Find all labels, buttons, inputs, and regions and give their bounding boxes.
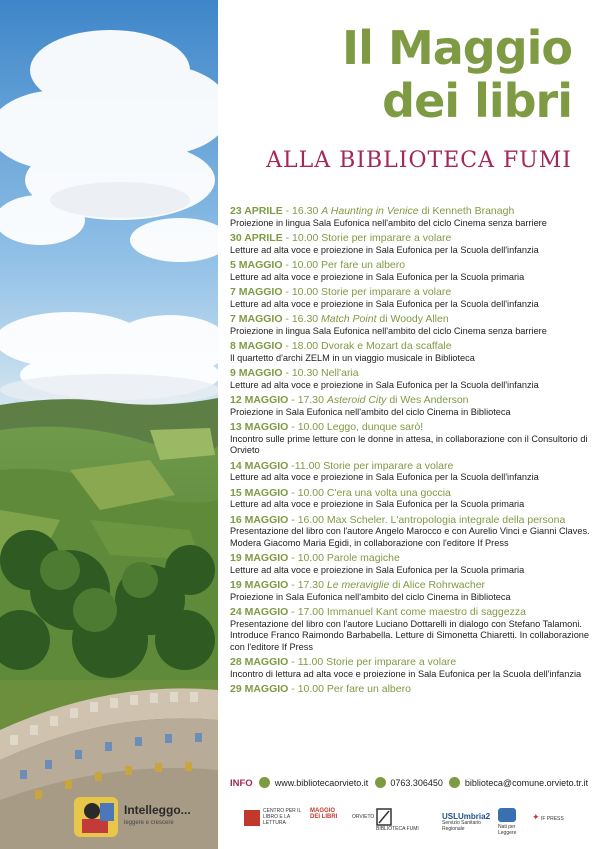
event-description: Letture ad alta voce e proiezione in Sala Eufonica per la Scuola primaria bbox=[230, 499, 525, 509]
event-author: di Kenneth Branagh bbox=[418, 205, 515, 217]
orvieto-logo: ORVIETO bbox=[352, 814, 375, 820]
intelleggo-name: Intelleggo... bbox=[124, 803, 191, 817]
event-item bbox=[230, 684, 592, 696]
event-item bbox=[230, 395, 592, 418]
event-heading bbox=[230, 395, 592, 407]
cepell-logo: CENTRO PER IL LIBRO E LA LETTURA bbox=[244, 808, 304, 838]
maggio-dei-libri-logo: MAGGIO DEI LIBRI bbox=[310, 808, 338, 820]
event-title: A Haunting in Venice bbox=[321, 205, 419, 217]
event-item bbox=[230, 553, 592, 576]
event-item bbox=[230, 260, 592, 283]
event-item bbox=[230, 607, 592, 653]
subtitle: ALLA BIBLIOTECA FUMI bbox=[266, 148, 572, 173]
event-heading bbox=[230, 287, 592, 299]
event-heading bbox=[230, 461, 592, 473]
event-title: Storie per imparare a volare bbox=[321, 232, 452, 244]
if-press-logo: ✦ IF PRESS bbox=[532, 812, 564, 822]
event-time: - 16.30 bbox=[282, 205, 322, 217]
event-item bbox=[230, 488, 592, 511]
event-author: di Woody Allen bbox=[376, 313, 449, 325]
event-heading bbox=[230, 314, 592, 326]
event-time: - 11.00 bbox=[288, 656, 327, 668]
event-date: 13 MAGGIO bbox=[230, 421, 289, 433]
event-item bbox=[230, 206, 592, 229]
event-item bbox=[230, 287, 592, 310]
event-date: 30 APRILE bbox=[230, 232, 283, 244]
event-time: - 10.00 bbox=[288, 552, 327, 564]
event-description: Letture ad alta voce e proiezione in Sala Eufonica per la Scuola primaria bbox=[230, 271, 525, 282]
event-time: - 10.00 bbox=[282, 232, 322, 244]
event-list bbox=[230, 206, 592, 700]
event-time: - 16.30 bbox=[282, 313, 322, 325]
event-item bbox=[230, 515, 592, 550]
event-date: 19 MAGGIO bbox=[230, 552, 289, 564]
event-description: Letture ad alta voce e proiezione in Sala Eufonica per la Scuola primaria bbox=[230, 564, 525, 575]
event-heading bbox=[230, 515, 592, 527]
event-date: 24 MAGGIO bbox=[230, 606, 289, 618]
event-heading bbox=[230, 657, 592, 669]
event-date: 29 MAGGIO bbox=[230, 683, 289, 695]
event-date: 12 MAGGIO bbox=[230, 394, 289, 406]
event-title: Le meraviglie bbox=[326, 579, 390, 591]
info-label: INFO bbox=[230, 778, 253, 789]
event-item bbox=[230, 580, 592, 603]
email-link[interactable]: biblioteca@comune.orvieto.tr.it bbox=[464, 778, 589, 788]
event-description: Presentazione del libro con l'autore Luciano Dottarelli in dialogo con Stefano Talamoni. Introduce Franco Raimondo Barbabella. Letture di Simonetta Chiaretti. In collaborazione con l'editore If Press bbox=[230, 618, 590, 652]
event-date: 8 MAGGIO bbox=[230, 340, 283, 352]
event-date: 19 MAGGIO bbox=[230, 579, 289, 591]
event-title: Leggo, dunque sarò! bbox=[326, 421, 424, 433]
event-heading bbox=[230, 580, 592, 592]
event-heading bbox=[230, 553, 592, 565]
event-author: di Alice Rohrwacher bbox=[389, 579, 486, 591]
landscape-photo bbox=[0, 0, 218, 849]
event-date: 7 MAGGIO bbox=[230, 313, 283, 325]
event-item bbox=[230, 368, 592, 391]
event-item bbox=[230, 657, 592, 680]
partner-logos bbox=[244, 808, 594, 838]
title-line-1: Il Maggio bbox=[342, 21, 572, 75]
event-title: Immanuel Kant come maestro di saggezza bbox=[326, 606, 526, 618]
event-title: Asteroid City bbox=[326, 394, 387, 406]
event-description: Incontro di lettura ad alta voce e proiezione in Sala Eufonica per la Scuola dell'infanzia bbox=[230, 668, 582, 679]
event-date: 9 MAGGIO bbox=[230, 367, 283, 379]
event-title: C'era una volta una goccia bbox=[326, 486, 451, 499]
event-title: Storie per imparare a volare bbox=[323, 459, 454, 472]
nati-per-leggere-logo: Nati per Leggere bbox=[498, 808, 524, 838]
event-heading bbox=[230, 607, 592, 619]
landscape-illustration bbox=[0, 0, 218, 849]
phone-icon bbox=[375, 777, 386, 788]
title-line-2: dei libri bbox=[382, 74, 572, 128]
email-icon bbox=[449, 777, 460, 788]
event-date: 5 MAGGIO bbox=[230, 259, 283, 271]
event-time: - 17.30 bbox=[288, 394, 327, 406]
website-link[interactable]: www.bibliotecaorvieto.it bbox=[274, 778, 369, 788]
event-description: Letture ad alta voce e proiezione in Sala Eufonica per la Scuola dell'infanzia bbox=[230, 244, 539, 255]
phone-number[interactable]: 0763.306450 bbox=[390, 778, 443, 788]
event-item bbox=[230, 233, 592, 256]
title-block bbox=[218, 0, 600, 200]
event-description: Presentazione del libro con l'autore Angelo Marocco e con Aurelio Vinci e Gianni Claves. Modera Giacomo Maria Egidi, in collaborazione con l'editore If Press bbox=[230, 526, 590, 548]
event-heading bbox=[230, 206, 592, 218]
event-heading bbox=[230, 368, 592, 380]
event-date: 14 MAGGIO bbox=[230, 459, 289, 472]
event-description: Letture ad alta voce e proiezione in Sala Eufonica per la Scuola dell'infanzia bbox=[230, 472, 539, 482]
event-title: Match Point bbox=[321, 313, 377, 325]
event-time: - 17.00 bbox=[288, 606, 327, 618]
event-time: - 18.00 bbox=[282, 340, 322, 352]
biblioteca-mark-icon bbox=[376, 808, 392, 826]
contact-footer bbox=[230, 778, 592, 794]
event-date: 16 MAGGIO bbox=[230, 513, 289, 526]
reader-icon bbox=[72, 793, 120, 841]
event-heading bbox=[230, 233, 592, 245]
event-time: - 10.00 bbox=[288, 421, 327, 433]
event-title: Nell'aria bbox=[321, 367, 359, 379]
event-title: Dvorak e Mozart da scaffale bbox=[321, 340, 452, 352]
usl-umbria-logo: USLUmbria2 Servizio Sanitario Regionale bbox=[442, 812, 491, 832]
event-date: 7 MAGGIO bbox=[230, 286, 283, 298]
event-time: - 10.00 bbox=[282, 286, 322, 298]
event-time: - 10.30 bbox=[282, 367, 322, 379]
event-item bbox=[230, 314, 592, 337]
event-title: Per fare un albero bbox=[326, 683, 411, 695]
globe-icon bbox=[259, 777, 270, 788]
biblioteca-fumi-logo: BIBLIOTECA FUMI bbox=[376, 808, 422, 838]
event-title: Max Scheler. L'antropologia integrale della persona bbox=[326, 513, 566, 526]
event-description: Proiezione in Sala Eufonica nell'ambito del ciclo Cinema in Biblioteca bbox=[230, 406, 511, 417]
event-heading bbox=[230, 341, 592, 353]
intelleggo-tagline: leggere e crescere bbox=[124, 820, 174, 826]
event-item bbox=[230, 341, 592, 364]
event-date: 28 MAGGIO bbox=[230, 656, 289, 668]
event-author: di Wes Anderson bbox=[386, 394, 469, 406]
intelleggo-logo bbox=[72, 793, 212, 841]
event-time: - 16.00 bbox=[288, 513, 327, 526]
event-description: Proiezione in lingua Sala Eufonica nell'ambito del ciclo Cinema senza barriere bbox=[230, 325, 547, 336]
event-title: Per fare un albero bbox=[321, 259, 406, 271]
event-time: - 17.30 bbox=[288, 579, 327, 591]
event-heading bbox=[230, 260, 592, 272]
if-press-icon: ✦ bbox=[532, 812, 540, 822]
event-heading bbox=[230, 684, 592, 696]
event-date: 15 MAGGIO bbox=[230, 486, 289, 499]
event-time: - 10.00 bbox=[288, 486, 327, 499]
event-description: Letture ad alta voce e proiezione in Sala Eufonica per la Scuola dell'infanzia bbox=[230, 298, 539, 309]
nati-mark-icon bbox=[498, 808, 516, 822]
event-description: Letture ad alta voce e proiezione in Sala Eufonica per la Scuola dell'infanzia bbox=[230, 379, 539, 390]
event-description: Proiezione in Sala Eufonica nell'ambito del ciclo Cinema in Biblioteca bbox=[230, 591, 511, 602]
event-item bbox=[230, 461, 592, 484]
event-time: -11.00 bbox=[288, 459, 324, 472]
cepell-mark-icon bbox=[244, 808, 260, 826]
event-date: 23 APRILE bbox=[230, 205, 283, 217]
event-time: - 10.00 bbox=[288, 683, 327, 695]
event-time: - 10.00 bbox=[282, 259, 322, 271]
event-heading bbox=[230, 488, 592, 500]
event-description: Proiezione in lingua Sala Eufonica nell'ambito del ciclo Cinema senza barriere bbox=[230, 217, 547, 228]
event-description: Incontro sulle prime letture con le donne in attesa, in collaborazione con il Consultorio di Orvieto bbox=[230, 433, 588, 455]
event-description: Il quartetto d'archi ZELM in un viaggio musicale in Biblioteca bbox=[230, 352, 475, 363]
event-item bbox=[230, 422, 592, 457]
event-heading bbox=[230, 422, 592, 434]
event-title: Storie per imparare a volare bbox=[326, 656, 457, 668]
event-title: Parole magiche bbox=[326, 552, 400, 564]
event-title: Storie per imparare a volare bbox=[321, 286, 452, 298]
